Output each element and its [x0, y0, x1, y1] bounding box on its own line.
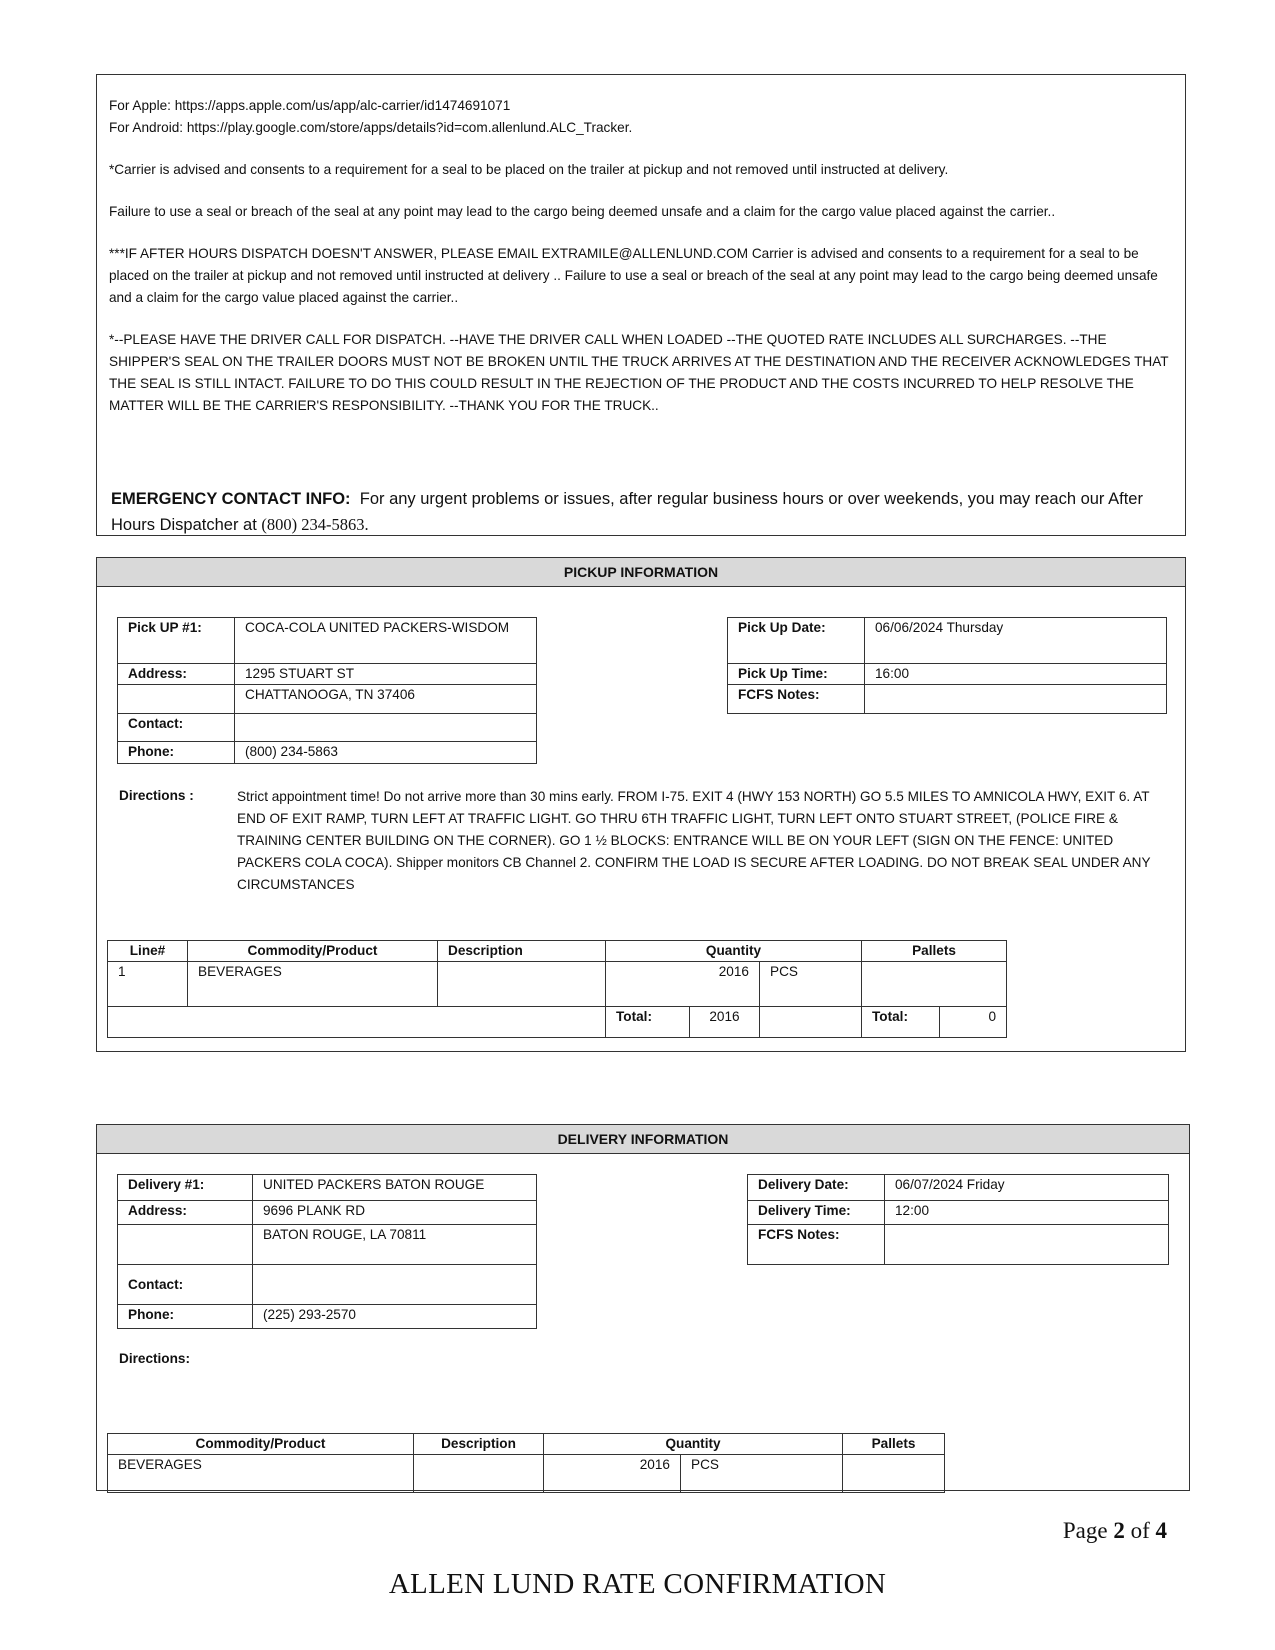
document-title: ALLEN LUND RATE CONFIRMATION: [388, 1568, 887, 1600]
pallet-total-label: Total:: [862, 1007, 940, 1038]
table-row-unit: PCS: [760, 962, 862, 1007]
pickup-directions-label: Directions :: [119, 788, 194, 803]
table-row-line-number: 1: [108, 962, 188, 1007]
delivery-section-header: DELIVERY INFORMATION: [97, 1125, 1189, 1154]
pickup-contact-label: Contact:: [118, 714, 235, 742]
pickup-time-label: Pick Up Time:: [728, 664, 865, 685]
table-row-quantity: 2016: [544, 1455, 681, 1493]
header-pallets: Pallets: [862, 941, 1007, 962]
delivery-time-value: 12:00: [885, 1201, 1169, 1225]
delivery-address-line2: BATON ROUGE, LA 70811: [253, 1225, 537, 1265]
table-row-pallets: [843, 1455, 945, 1493]
table-row-quantity: 2016: [606, 962, 760, 1007]
pickup-address-line1: 1295 STUART ST: [235, 664, 537, 685]
delivery-contact-label: Contact:: [118, 1265, 253, 1305]
carrier-notes-box: [96, 74, 1186, 536]
header-commodity: Commodity/Product: [188, 941, 438, 962]
delivery-fcfs-label: FCFS Notes:: [748, 1225, 885, 1265]
driver-instructions: *--PLEASE HAVE THE DRIVER CALL FOR DISPATCH. --HAVE THE DRIVER CALL WHEN LOADED --THE QUOTED RATE INCLUDES ALL SURCHARGES. --THE SHIPPER'S SEAL ON THE TRAILER DOORS MUST NOT BE BROKEN UNTIL THE TRUCK ARRIVES AT THE DESTINATION AND THE RECEIVER ACKNOWLEDGES THAT THE SEAL IS STILL INTACT. FAILURE TO DO THIS COULD RESULT IN THE REJECTION OF THE PRODUCT AND THE COSTS INCURRED TO HELP RESOLVE THE MATTER WILL BE THE CARRIER'S RESPONSIBILITY. --THANK YOU FOR THE TRUCK..: [109, 332, 1169, 413]
header-pallets: Pallets: [843, 1434, 945, 1455]
pickup-fcfs-label: FCFS Notes:: [728, 685, 865, 714]
pickup-fcfs-value: [865, 685, 1167, 714]
quantity-total-unit-blank: [760, 1007, 862, 1038]
delivery-phone-label: Phone:: [118, 1305, 253, 1329]
page-number: [1063, 1518, 1167, 1544]
delivery-phone-value: (225) 293-2570: [253, 1305, 537, 1329]
pickup-directions-text: Strict appointment time! Do not arrive more than 30 mins early. FROM I-75. EXIT 4 (HWY 153 NORTH) GO 5.5 MILES TO AMNICOLA HWY, EXIT 6. AT END OF EXIT RAMP, TURN LEFT AT TRAFFIC LIGHT. GO THRU 6TH TRAFFIC LIGHT, TURN LEFT ONTO STUART STREET, (POLICE FIRE & TRAINING CENTER BUILDING ON THE CORNER). GO 1 ½ BLOCKS: ENTRANCE WILL BE ON YOUR LEFT (SIGN ON THE FENCE: UNITED PACKERS COLA COCA). Shipper monitors CB Channel 2. CONFIRM THE LOAD IS SECURE AFTER LOADING. DO NOT BREAK SEAL UNDER ANY CIRCUMSTANCES: [237, 789, 1151, 892]
delivery-receiver-name: UNITED PACKERS BATON ROUGE: [253, 1175, 537, 1201]
table-row-unit: PCS: [681, 1455, 843, 1493]
page-total: 4: [1155, 1518, 1167, 1543]
after-hours-notice: ***IF AFTER HOURS DISPATCH DOESN'T ANSWER, PLEASE EMAIL EXTRAMILE@ALLENLUND.COM Carrier is advised and consents to a requirement for a seal to be placed on the trailer at pickup and not removed until instructed at delivery .. Failure to use a seal or breach of the seal at any point may lead to the cargo being deemed unsafe and a claim for the cargo value placed against the carrier..: [109, 246, 1158, 305]
delivery-address-blank: [118, 1225, 253, 1265]
apple-app-link-text: For Apple: https://apps.apple.com/us/app/alc-carrier/id1474691071: [109, 98, 511, 113]
delivery-address-label: Address:: [118, 1201, 253, 1225]
header-quantity: Quantity: [606, 941, 862, 962]
table-row-description: [438, 962, 606, 1007]
table-row-commodity: BEVERAGES: [188, 962, 438, 1007]
pickup-shipper-name: COCA-COLA UNITED PACKERS-WISDOM: [235, 618, 537, 664]
delivery-location-table: [117, 1174, 537, 1329]
pickup-section-header: PICKUP INFORMATION: [97, 558, 1185, 587]
pickup-time-value: 16:00: [865, 664, 1167, 685]
table-row-description: [414, 1455, 544, 1493]
pickup-location-table: [117, 617, 537, 764]
pickup-phone-label: Phone:: [118, 742, 235, 764]
delivery-time-label: Delivery Time:: [748, 1201, 885, 1225]
header-commodity: Commodity/Product: [108, 1434, 414, 1455]
delivery-schedule-table: [747, 1174, 1169, 1265]
pickup-phone-value: (800) 234-5863: [235, 742, 537, 764]
delivery-date-label: Delivery Date:: [748, 1175, 885, 1201]
delivery-fcfs-value: [885, 1225, 1169, 1265]
delivery-section: [96, 1124, 1190, 1491]
pickup-schedule-table: [727, 617, 1167, 714]
pickup-number-label: Pick UP #1:: [118, 618, 235, 664]
delivery-address-line1: 9696 PLANK RD: [253, 1201, 537, 1225]
emergency-phone: (800) 234-5863.: [261, 515, 369, 534]
table-row-commodity: BEVERAGES: [108, 1455, 414, 1493]
page-current: 2: [1113, 1518, 1125, 1543]
pickup-date-label: Pick Up Date:: [728, 618, 865, 664]
seal-notice: *Carrier is advised and consents to a requirement for a seal to be placed on the trailer at pickup and not removed until instructed at delivery.: [109, 162, 949, 177]
quantity-total-value: 2016: [690, 1007, 760, 1038]
pickup-contact-value: [235, 714, 537, 742]
totals-blank: [108, 1007, 606, 1038]
delivery-contact-value: [253, 1265, 537, 1305]
pickup-address-label: Address:: [118, 664, 235, 685]
page-prefix: Page: [1062, 1518, 1114, 1543]
header-description: Description: [414, 1434, 544, 1455]
delivery-directions-label: Directions:: [119, 1351, 191, 1366]
seal-failure-notice: Failure to use a seal or breach of the seal at any point may lead to the cargo being deemed unsafe and a claim for the cargo value placed against the carrier..: [109, 204, 1056, 219]
header-description: Description: [438, 941, 606, 962]
quantity-total-label: Total:: [606, 1007, 690, 1038]
emergency-text: For any urgent problems or issues, after regular business hours or over weekends, you may reach our After Hours Dispatcher at: [111, 490, 1143, 534]
pickup-address-line2: CHATTANOOGA, TN 37406: [235, 685, 537, 714]
page-of: of: [1124, 1518, 1156, 1543]
delivery-number-label: Delivery #1:: [118, 1175, 253, 1201]
android-app-link-text: For Android: https://play.google.com/store/apps/details?id=com.allenlund.ALC_Tracker.: [109, 120, 633, 135]
delivery-commodity-table: [107, 1433, 945, 1493]
pickup-date-value: 06/06/2024 Thursday: [865, 618, 1167, 664]
pallet-total-value: 0: [940, 1007, 1007, 1038]
header-line-number: Line#: [108, 941, 188, 962]
delivery-date-value: 06/07/2024 Friday: [885, 1175, 1169, 1201]
table-row-pallets: [862, 962, 1007, 1007]
header-quantity: Quantity: [544, 1434, 843, 1455]
emergency-contact-info: [111, 487, 1175, 538]
pickup-section: [96, 557, 1186, 1052]
pickup-commodity-table: [107, 940, 1007, 1038]
pickup-address-blank: [118, 685, 235, 714]
emergency-label: EMERGENCY CONTACT INFO:: [111, 490, 351, 508]
